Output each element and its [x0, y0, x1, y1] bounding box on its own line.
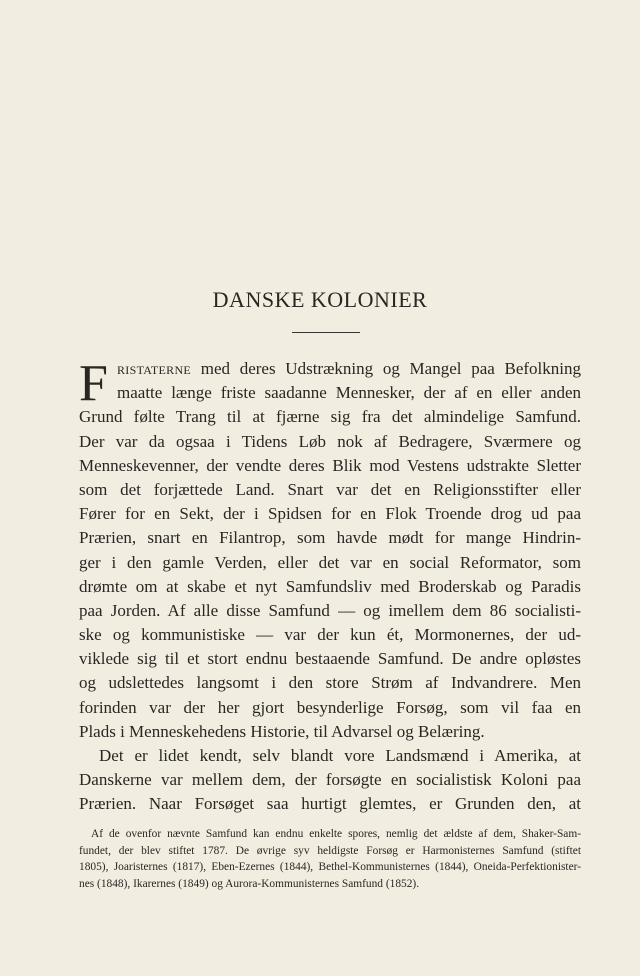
title-divider: [292, 332, 360, 333]
text-line: forinden var der her gjort besynderlige Forsøg, som vil faa en: [79, 697, 581, 717]
text-line: ske og kommunistiske — var der kun ét, Mormonernes, der ud-: [79, 625, 581, 645]
footnote-line: Af de ovenfor nævnte Samfund kan endnu enkelte spores, nemlig det ældste af dem, Shaker-Sam-: [91, 828, 581, 840]
text-line: Plads i Menneskehedens Historie, til Advarsel og Belæring.: [79, 721, 485, 741]
text-line: ger i den gamle Verden, eller det var en social Reformator, som: [79, 552, 581, 572]
chapter-title: DANSKE KOLONIER: [212, 287, 428, 312]
footnote: [79, 826, 581, 892]
text-line: Danskerne var mellem dem, der forsøgte en socialistisk Koloni paa: [79, 770, 581, 790]
text-line: Menneskevenner, der vendte deres Blik mod Vestens udstrakte Sletter: [79, 455, 581, 475]
text-line: Der var da ogsaa i Tidens Løb nok af Bedragere, Sværmere og: [79, 431, 581, 451]
text-line: Det er lidet kendt, selv blandt vore Landsmænd i Amerika, at: [99, 746, 581, 765]
text-line: maatte længe friste saadanne Mennesker, der af en eller anden: [117, 383, 581, 403]
drop-cap: F: [79, 355, 108, 412]
text-line: Prærien, snart en Filantrop, som havde mødt for mange Hindrin-: [79, 528, 581, 548]
text-line: viklede sig til et stort endnu bestaaende Samfund. De andre opløstes: [79, 649, 581, 669]
body-paragraphs: [79, 357, 581, 817]
text-line: og udslettedes langsomt i den store Strøm af Indvandrere. Men: [79, 673, 581, 693]
first-word-smallcaps: ristaterne: [117, 359, 192, 378]
text-line: drømte om at skabe et nyt Samfundsliv med Broderskab og Paradis: [79, 576, 581, 596]
footnote-line: fundet, der blev stiftet 1787. De øvrige syv heldigste Forsøg er Harmonisternes Samfund (stiftet: [79, 844, 581, 857]
footnote-line: 1805), Joaristernes (1817), Eben-Ezernes (1844), Bethel-Kommunisternes (1844), Oneida-Perfektionister-: [79, 861, 581, 874]
text-line: Prærien. Naar Forsøget saa hurtigt glemtes, er Grunden den, at: [79, 794, 581, 814]
text-line: Grund følte Trang til at fjærne sig fra det almindelige Samfund.: [79, 407, 581, 427]
text-line: paa Jorden. Af alle disse Samfund — og imellem dem 86 socialisti-: [79, 600, 581, 620]
text-line: ristaterne med deres Udstrækning og Mangel paa Befolkning: [117, 359, 581, 378]
footnote-line: nes (1848), Ikarernes (1849) og Aurora-Kommunisternes Samfund (1852).: [79, 877, 420, 890]
text-line: Fører for en Sekt, der i Spidsen for en Flok Troende drog ud paa: [79, 504, 581, 524]
text-line: som det forjættede Land. Snart var det en Religionsstifter eller: [79, 479, 581, 499]
